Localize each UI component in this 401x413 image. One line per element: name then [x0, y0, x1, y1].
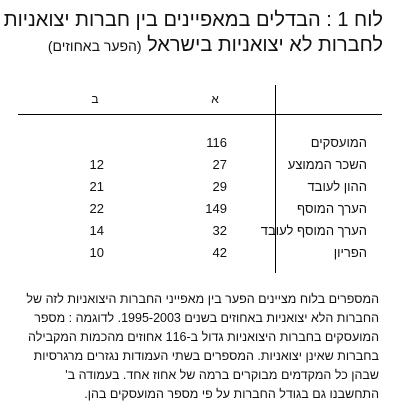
note-line: המועסקים בחברות היצואניות גדול ב-116 אחוזים מהכמות המקבילה — [28, 330, 379, 344]
note-line: המספרים בלוח מציינים הפער בין מאפייני החברות היצואניות לזה של — [26, 292, 379, 306]
note-line: שבהן כל המקדמים מבוקרים ברמה של אחוז אחד. בעמודה ב' — [65, 368, 379, 382]
note-line: התחשבנו גם בגודל החברות על פי מספר המועסקים בהן. — [84, 387, 379, 401]
table-row — [0, 155, 401, 175]
cell-b: 22 — [89, 201, 104, 216]
note-line: החברות הלא יצואניות באחוזים בשנים 1995-2003. לדוגמה : מספר — [34, 311, 379, 325]
row-label: הערך המוסף — [297, 201, 367, 216]
table-row — [0, 243, 401, 263]
cell-a: 42 — [212, 245, 227, 260]
table-row — [0, 221, 401, 241]
table-title-line2 — [13, 33, 383, 58]
table-row — [0, 177, 401, 197]
column-header-a: א — [211, 92, 219, 106]
table-note — [11, 290, 379, 404]
table-title: לוח 1 : הבדלים במאפיינים בין חברות יצואניות — [3, 9, 383, 31]
table-row — [0, 133, 401, 153]
row-label: השכר הממוצע — [287, 157, 367, 172]
cell-b: 21 — [89, 179, 104, 194]
table-row — [0, 199, 401, 219]
cell-a: 149 — [205, 201, 227, 216]
row-label: הפריון — [333, 245, 367, 260]
cell-b: 12 — [89, 157, 104, 172]
cell-a: 27 — [212, 157, 227, 172]
table-title-main: לחברות לא יצואניות בישראל — [147, 34, 383, 56]
cell-a: 29 — [212, 179, 227, 194]
row-label: המועסקים — [310, 135, 367, 150]
header-rule — [18, 114, 382, 115]
cell-a: 116 — [206, 135, 227, 150]
table-title-subtitle: (הפער באחוזים) — [47, 38, 142, 54]
cell-b: 14 — [89, 223, 104, 238]
note-line: בחברות שאינן יצואניות. המספרים בשתי העמודות נגזרים מרגרסיות — [33, 349, 379, 363]
cell-b: 10 — [89, 245, 104, 260]
column-header-b: ב — [91, 92, 99, 106]
cell-a: 32 — [212, 223, 227, 238]
row-label: ההון לעובד — [307, 179, 367, 194]
row-label: הערך המוסף לעובד — [260, 223, 367, 238]
